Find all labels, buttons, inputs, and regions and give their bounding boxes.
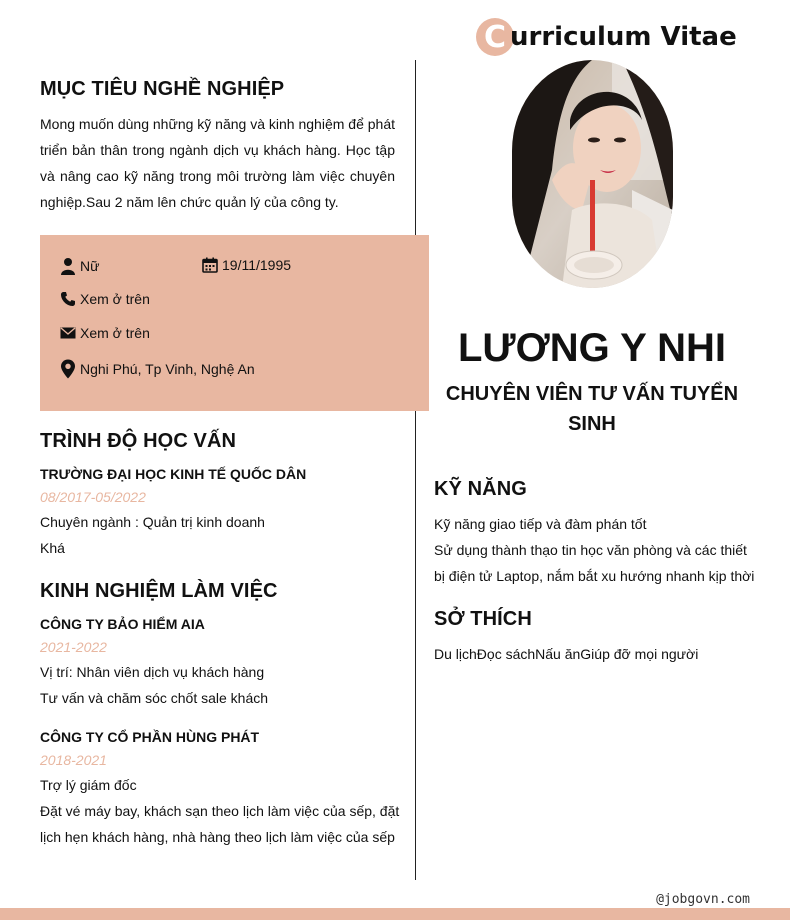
- skill-line: Sử dụng thành thạo tin học văn phòng và các thiết: [434, 542, 747, 558]
- hobbies-title: SỞ THÍCH: [434, 608, 532, 630]
- phone-value: Xem ở trên: [80, 291, 150, 307]
- person-icon: [60, 257, 76, 275]
- logo-text: urriculum Vitae: [510, 22, 737, 52]
- skill-line: bị điện tử Laptop, nắm bắt xu hướng nhanh kịp thời: [434, 568, 755, 584]
- objective-title: MỤC TIÊU NGHỀ NGHIỆP: [40, 78, 285, 100]
- gender-item: [60, 257, 99, 275]
- skill-line: Kỹ năng giao tiếp và đàm phán tốt: [434, 516, 647, 532]
- skills-title: KỸ NĂNG: [434, 478, 527, 500]
- profile-photo-image: [512, 60, 673, 288]
- school-name: TRƯỜNG ĐẠI HỌC KINH TẾ QUỐC DÂN: [40, 466, 307, 482]
- job-company: CÔNG TY BẢO HIỂM AIA: [40, 616, 205, 632]
- job-line: Trợ lý giám đốc: [40, 777, 137, 793]
- calendar-icon: [202, 257, 218, 273]
- email-item: [60, 325, 150, 341]
- full-name: LƯƠNG Y NHI: [457, 326, 727, 370]
- job-line: lịch hẹn khách hàng, nhà hàng theo lịch làm việc của sếp: [40, 829, 395, 845]
- job-company: CÔNG TY CỔ PHẦN HÙNG PHÁT: [40, 729, 260, 745]
- job-position: CHUYÊN VIÊN TƯ VẤN TUYỂN SINH: [445, 383, 739, 435]
- cv-logo: [476, 18, 737, 56]
- birthday-value: 19/11/1995: [222, 257, 292, 273]
- hobbies-text: Du lịchĐọc sáchNấu ănGiúp đỡ mọi người: [434, 646, 699, 662]
- personal-info-box: [40, 235, 429, 411]
- bottom-bar: [0, 908, 790, 920]
- location-pin-icon: [60, 359, 76, 379]
- column-divider: [415, 60, 416, 880]
- gender-value: Nữ: [80, 258, 100, 274]
- objective-text: Mong muốn dùng những kỹ năng và kinh nghiệm để phát triển bản thân trong ngành dịch vụ khách hàng. Học tập và nâng cao kỹ năng trong môi trường làm việc chuyên nghiệp.Sau 2 năm lên chức quản lý của công ty.: [40, 116, 395, 210]
- birthday-item: [202, 257, 291, 273]
- watermark: @jobgovn.com: [656, 892, 750, 907]
- email-value: Xem ở trên: [80, 325, 150, 341]
- phone-icon: [60, 291, 76, 307]
- education-major: Chuyên ngành : Quản trị kinh doanh: [40, 514, 265, 530]
- logo-letter: C: [476, 18, 514, 56]
- address-value: Nghi Phú, Tp Vinh, Nghệ An: [80, 361, 255, 377]
- mail-icon: [60, 326, 76, 340]
- education-grade: Khá: [40, 540, 65, 556]
- job-line: Tư vấn và chăm sóc chốt sale khách: [40, 690, 269, 706]
- job-period: 2021-2022: [40, 639, 107, 655]
- job-line: Đặt vé máy bay, khách sạn theo lịch làm việc của sếp, đặt: [40, 803, 400, 819]
- experience-title: KINH NGHIỆM LÀM VIỆC: [40, 580, 278, 602]
- job-line: Vị trí: Nhân viên dịch vụ khách hàng: [40, 664, 265, 680]
- profile-photo: [512, 60, 673, 288]
- education-title: TRÌNH ĐỘ HỌC VẤN: [40, 430, 237, 452]
- job-period: 2018-2021: [40, 752, 107, 768]
- phone-item: [60, 291, 150, 307]
- education-period: 08/2017-05/2022: [40, 489, 146, 505]
- address-item: [60, 359, 255, 379]
